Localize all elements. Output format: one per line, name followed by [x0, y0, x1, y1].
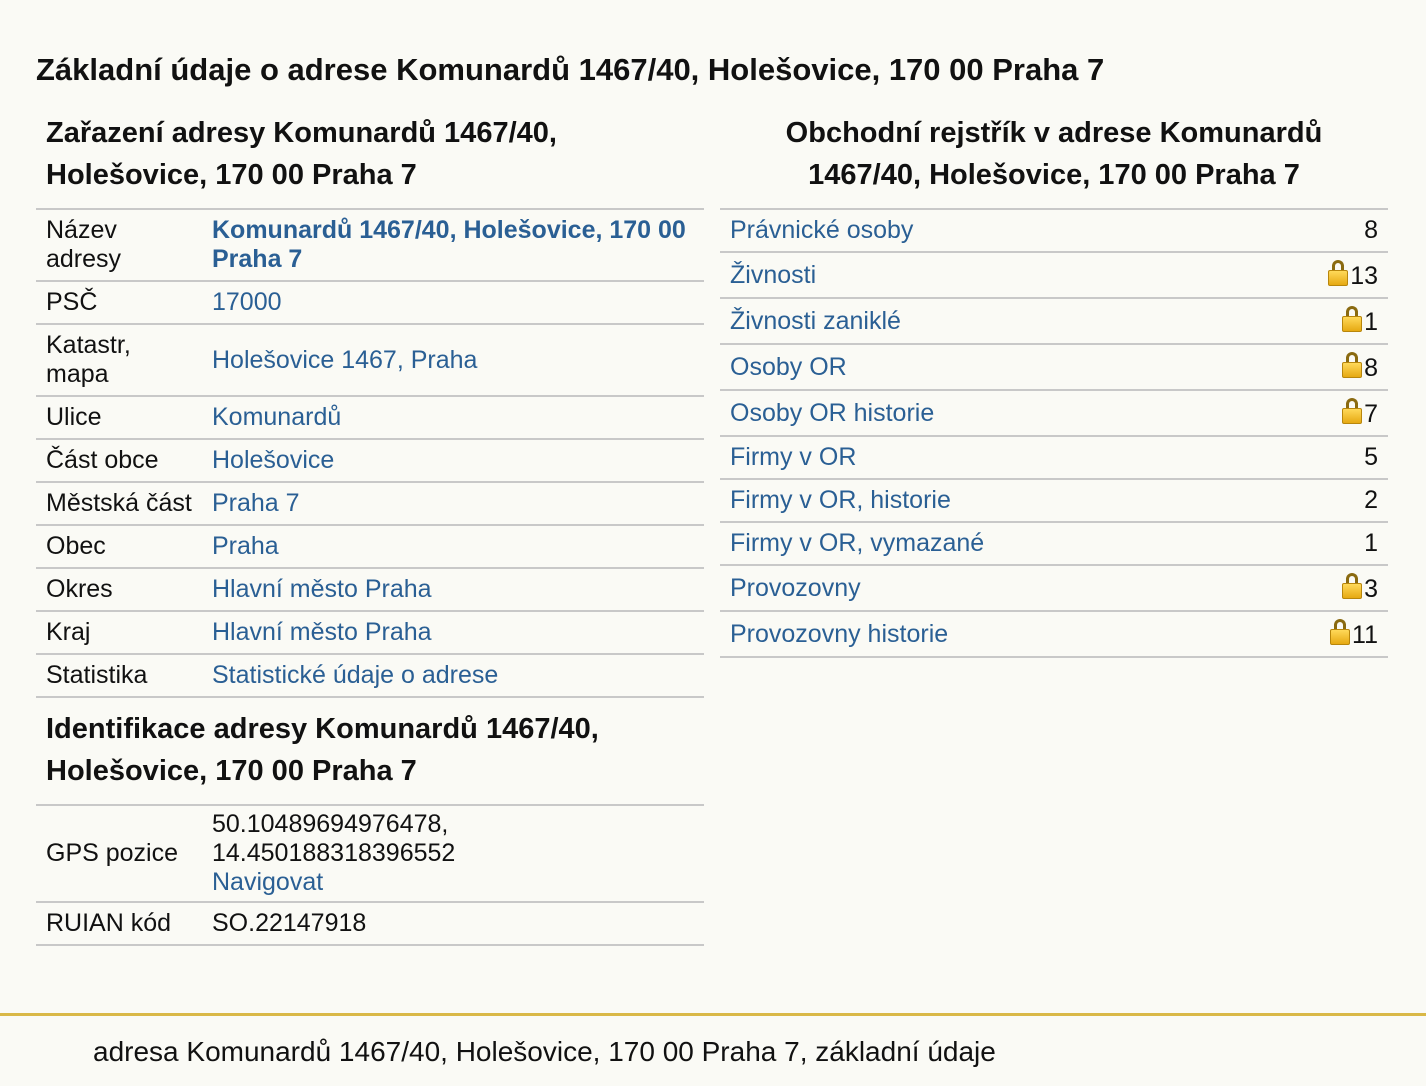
count-value: 5: [1364, 443, 1378, 471]
statistika-link[interactable]: Statistické údaje o adrese: [212, 661, 499, 689]
rejstrik-heading: Obchodní rejstřík v adrese Komunardů 1467/40, Holešovice, 170 00 Praha 7: [785, 117, 1323, 191]
row-key: Statistika: [36, 654, 202, 697]
cast-obce-link[interactable]: Holešovice: [212, 446, 335, 474]
table-row: [36, 439, 704, 482]
row-key: Obec: [36, 525, 202, 568]
lock-icon: [1342, 572, 1362, 600]
table-row: [36, 281, 704, 324]
table-row: [36, 396, 704, 439]
table-row: [36, 805, 704, 902]
table-row: [720, 565, 1388, 611]
rejstrik-link[interactable]: Právnické osoby: [730, 216, 914, 244]
rejstrik-link[interactable]: Firmy v OR: [730, 443, 857, 471]
row-key: Městská část: [36, 482, 202, 525]
row-key: RUIAN kód: [36, 902, 202, 945]
row-key: PSČ: [36, 281, 202, 324]
table-row: [720, 522, 1388, 565]
rejstrik-link[interactable]: Osoby OR historie: [730, 398, 935, 427]
psc-link[interactable]: 17000: [212, 288, 282, 316]
table-row: [36, 611, 704, 654]
ulice-link[interactable]: Komunardů: [212, 403, 342, 431]
row-key: Kraj: [36, 611, 202, 654]
navigovat-link[interactable]: Navigovat: [212, 868, 324, 896]
obec-link[interactable]: Praha: [212, 532, 279, 560]
table-row: [36, 654, 704, 697]
identifikace-heading: Identifikace adresy Komunardů 1467/40, Holešovice, 170 00 Praha 7: [46, 713, 599, 787]
gps-latitude: 50.10489694976478,: [212, 810, 449, 838]
okres-link[interactable]: Hlavní město Praha: [212, 575, 432, 603]
table-row: [720, 611, 1388, 657]
address-name-link[interactable]: Komunardů 1467/40, Holešovice, 170 00 Praha 7: [212, 216, 686, 273]
left-column: [36, 112, 704, 946]
katastr-link[interactable]: Holešovice 1467, Praha: [212, 345, 478, 374]
right-column: [720, 112, 1388, 658]
table-row: [36, 482, 704, 525]
ruian-value: SO.22147918: [202, 902, 704, 945]
row-key: Název adresy: [36, 209, 202, 281]
gps-longitude: 14.450188318396552: [212, 839, 456, 867]
rejstrik-link[interactable]: Živnosti zaniklé: [730, 306, 901, 335]
row-key: GPS pozice: [36, 805, 202, 902]
count-value: 7: [1364, 400, 1378, 428]
count-value: 11: [1352, 621, 1378, 649]
count-value: 1: [1364, 308, 1378, 336]
table-row: [720, 436, 1388, 479]
footer-text: adresa Komunardů 1467/40, Holešovice, 170 00 Praha 7, základní údaje: [93, 1036, 996, 1067]
table-row: [36, 525, 704, 568]
identifikace-table: [36, 804, 704, 946]
count-value: 8: [1364, 216, 1378, 244]
rejstrik-link[interactable]: Provozovny historie: [730, 619, 949, 648]
count-value: 8: [1364, 354, 1378, 382]
table-row: [36, 902, 704, 945]
page-title: Základní údaje o adrese Komunardů 1467/40, Holešovice, 170 00 Praha 7: [36, 52, 1105, 87]
table-row: [720, 252, 1388, 298]
row-key: Část obce: [36, 439, 202, 482]
footer-divider: [0, 1013, 1426, 1016]
count-value: 2: [1364, 486, 1378, 514]
mestska-cast-link[interactable]: Praha 7: [212, 489, 300, 517]
lock-icon: [1342, 351, 1362, 379]
table-row: [720, 209, 1388, 252]
row-key: Okres: [36, 568, 202, 611]
rejstrik-link[interactable]: Osoby OR: [730, 352, 847, 381]
lock-icon: [1342, 397, 1362, 425]
table-row: [36, 324, 704, 396]
rejstrik-link[interactable]: Živnosti: [730, 260, 817, 289]
table-row: [720, 390, 1388, 436]
rejstrik-table: [720, 208, 1388, 658]
table-row: [36, 568, 704, 611]
table-row: [720, 479, 1388, 522]
rejstrik-link[interactable]: Firmy v OR, vymazané: [730, 529, 985, 557]
lock-icon: [1330, 618, 1350, 646]
table-row: [720, 298, 1388, 344]
rejstrik-link[interactable]: Firmy v OR, historie: [730, 486, 951, 514]
count-value: 13: [1350, 262, 1378, 290]
table-row: [36, 209, 704, 281]
count-value: 3: [1364, 575, 1378, 603]
row-key: Ulice: [36, 396, 202, 439]
rejstrik-link[interactable]: Provozovny: [730, 573, 861, 602]
zarazeni-table: [36, 208, 704, 698]
lock-icon: [1342, 305, 1362, 333]
table-row: [720, 344, 1388, 390]
count-value: 1: [1364, 529, 1378, 557]
lock-icon: [1328, 259, 1348, 287]
zarazeni-heading: Zařazení adresy Komunardů 1467/40, Holešovice, 170 00 Praha 7: [46, 117, 557, 191]
row-key: Katastr, mapa: [36, 324, 202, 396]
kraj-link[interactable]: Hlavní město Praha: [212, 618, 432, 646]
